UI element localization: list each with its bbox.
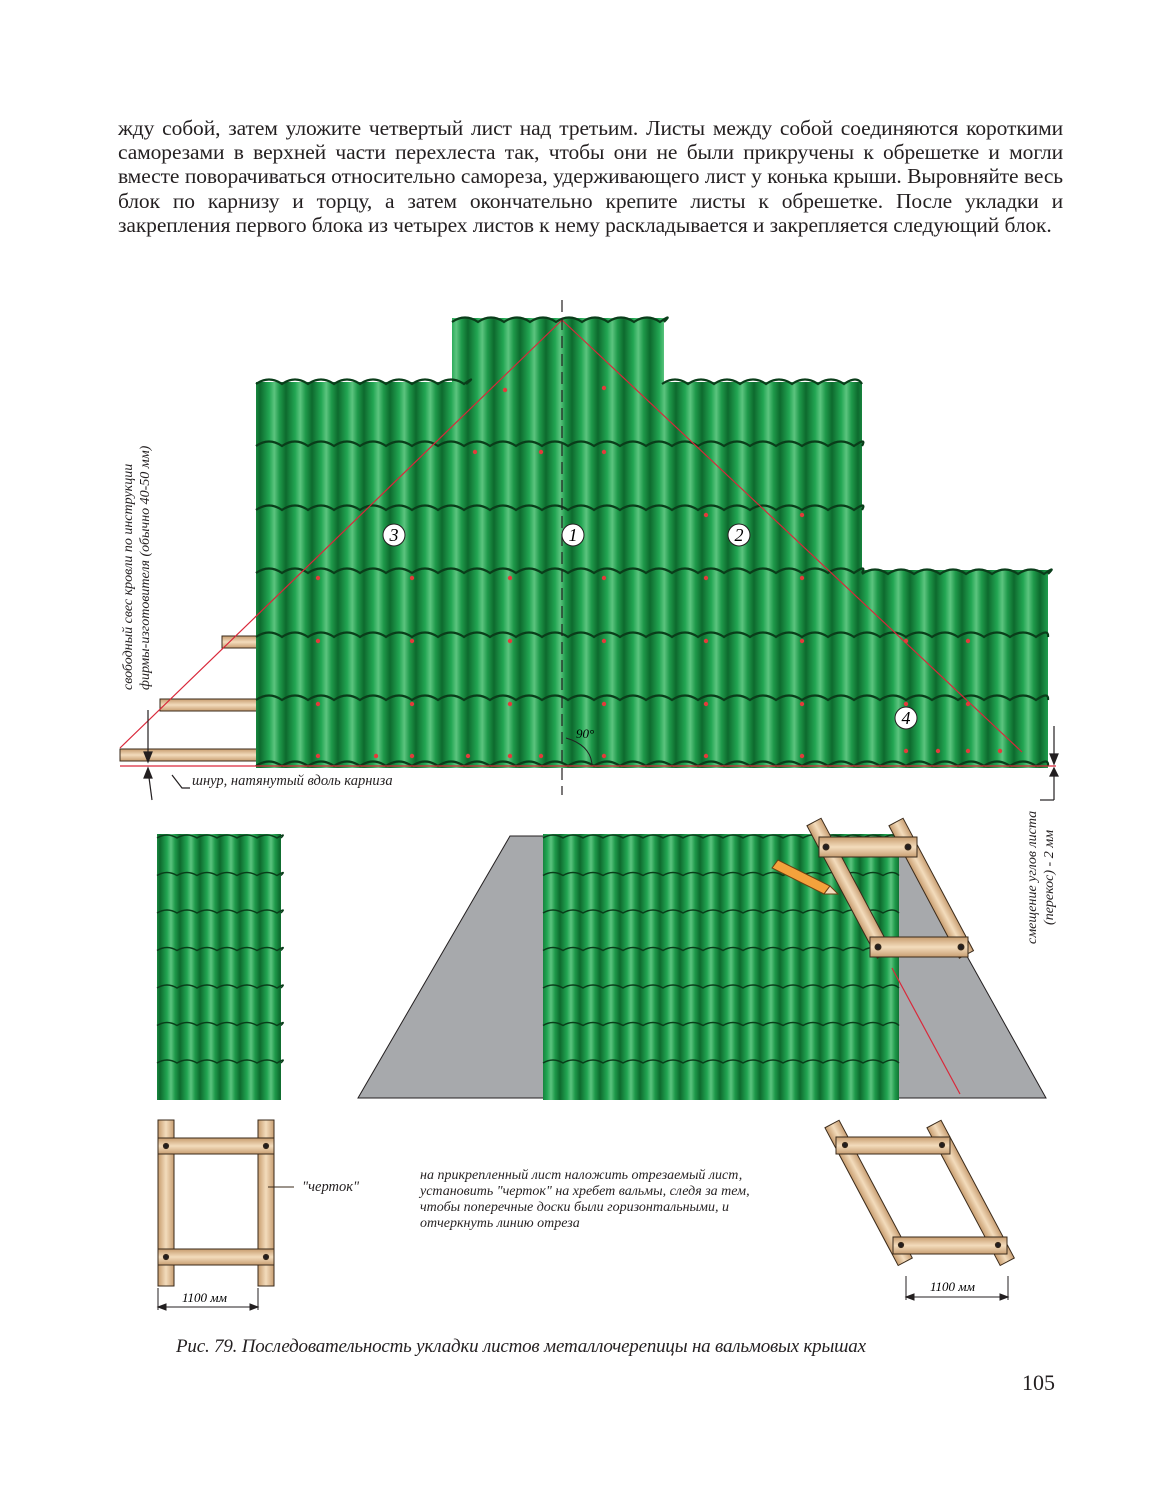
badge-1: [562, 524, 584, 546]
svg-text:3: 3: [389, 525, 399, 545]
screw-dot: [904, 749, 908, 753]
offset-label: смещение углов листа (перекос) - 2 мм: [1025, 810, 1057, 944]
screw-dot: [466, 754, 470, 758]
body-paragraph: жду собой, затем уложите четвертый лист над третьим. Листы между собой соединяются короткими саморезами в верхней части перехлеста так, чтобы они не были прикручены к обрешетке и могли вместе поворачиваться относительно самореза, удерживающего лист у конька крыши. Выровняйте весь блок по карнизу и торцу, а затем окончательно крепите листы к обрешетке. После укладки и закрепления первого блока из четырех листов к нему раскладывается и закрепляется следующий блок.: [118, 116, 1063, 237]
overhang-label: свободный свес кровли по инструкции фирмы-изготовителя (обычно 40-50 мм): [121, 445, 153, 690]
screw-dot: [508, 702, 512, 706]
screw-dot: [602, 386, 606, 390]
screw-dot: [602, 639, 606, 643]
screw-dot: [704, 513, 708, 517]
screw-dot: [704, 576, 708, 580]
screw-dot: [316, 576, 320, 580]
chertok-skewed: [825, 1120, 1014, 1265]
screw-dot: [539, 450, 543, 454]
screw-dot: [704, 702, 708, 706]
dimension-right-label: 1100 мм: [930, 1279, 975, 1294]
screw-dot: [602, 450, 606, 454]
screw-dot: [998, 749, 1002, 753]
sheet-4: [862, 570, 1048, 768]
screw-dot: [602, 576, 606, 580]
screw-dot: [539, 754, 543, 758]
badge-3: [383, 524, 405, 546]
chertok-label: "черток": [302, 1179, 360, 1195]
screw-dot: [410, 639, 414, 643]
screw-dot: [704, 754, 708, 758]
cord-label: шнур, натянутый вдоль карниза: [192, 773, 393, 789]
screw-dot: [904, 702, 908, 706]
screw-dot: [704, 639, 708, 643]
instruction-note: на прикрепленный лист наложить отрезаемый лист, установить "черток" на хребет вальмы, следя за тем, чтобы поперечные доски были горизонтальными, и отчеркнуть линию отреза: [420, 1168, 750, 1231]
screw-dot: [473, 450, 477, 454]
screw-dot: [316, 754, 320, 758]
screw-dot: [602, 702, 606, 706]
screw-dot: [800, 702, 804, 706]
svg-text:4: 4: [901, 708, 911, 728]
screw-dot: [936, 749, 940, 753]
screw-dot: [966, 639, 970, 643]
screw-dot: [508, 639, 512, 643]
screw-dot: [410, 702, 414, 706]
page-number: 105: [1022, 1370, 1055, 1395]
screw-dot: [316, 639, 320, 643]
screw-dot: [508, 754, 512, 758]
screw-dot: [374, 754, 378, 758]
chertok-straight: [158, 1120, 294, 1286]
screw-dot: [800, 639, 804, 643]
screw-dot: [966, 702, 970, 706]
svg-text:2: 2: [734, 525, 744, 545]
screw-dot: [503, 388, 507, 392]
screw-dot: [508, 576, 512, 580]
sheet-3: [256, 382, 466, 768]
badge-2: [728, 524, 750, 546]
screw-dot: [800, 754, 804, 758]
screw-dot: [904, 639, 908, 643]
svg-text:1: 1: [568, 525, 578, 545]
screw-dot: [316, 702, 320, 706]
screw-dot: [800, 513, 804, 517]
sheet-2: [662, 382, 862, 768]
screw-dot: [800, 576, 804, 580]
figure-caption: Рис. 79. Последовательность укладки листов металлочерепицы на вальмовых крышах: [176, 1336, 866, 1357]
angle-label: 90°: [576, 726, 595, 741]
dimension-left-label: 1100 мм: [182, 1290, 227, 1305]
screw-dot: [410, 754, 414, 758]
screw-dot: [966, 749, 970, 753]
screw-dot: [602, 754, 606, 758]
badge-4: [895, 707, 917, 729]
screw-dot: [410, 576, 414, 580]
